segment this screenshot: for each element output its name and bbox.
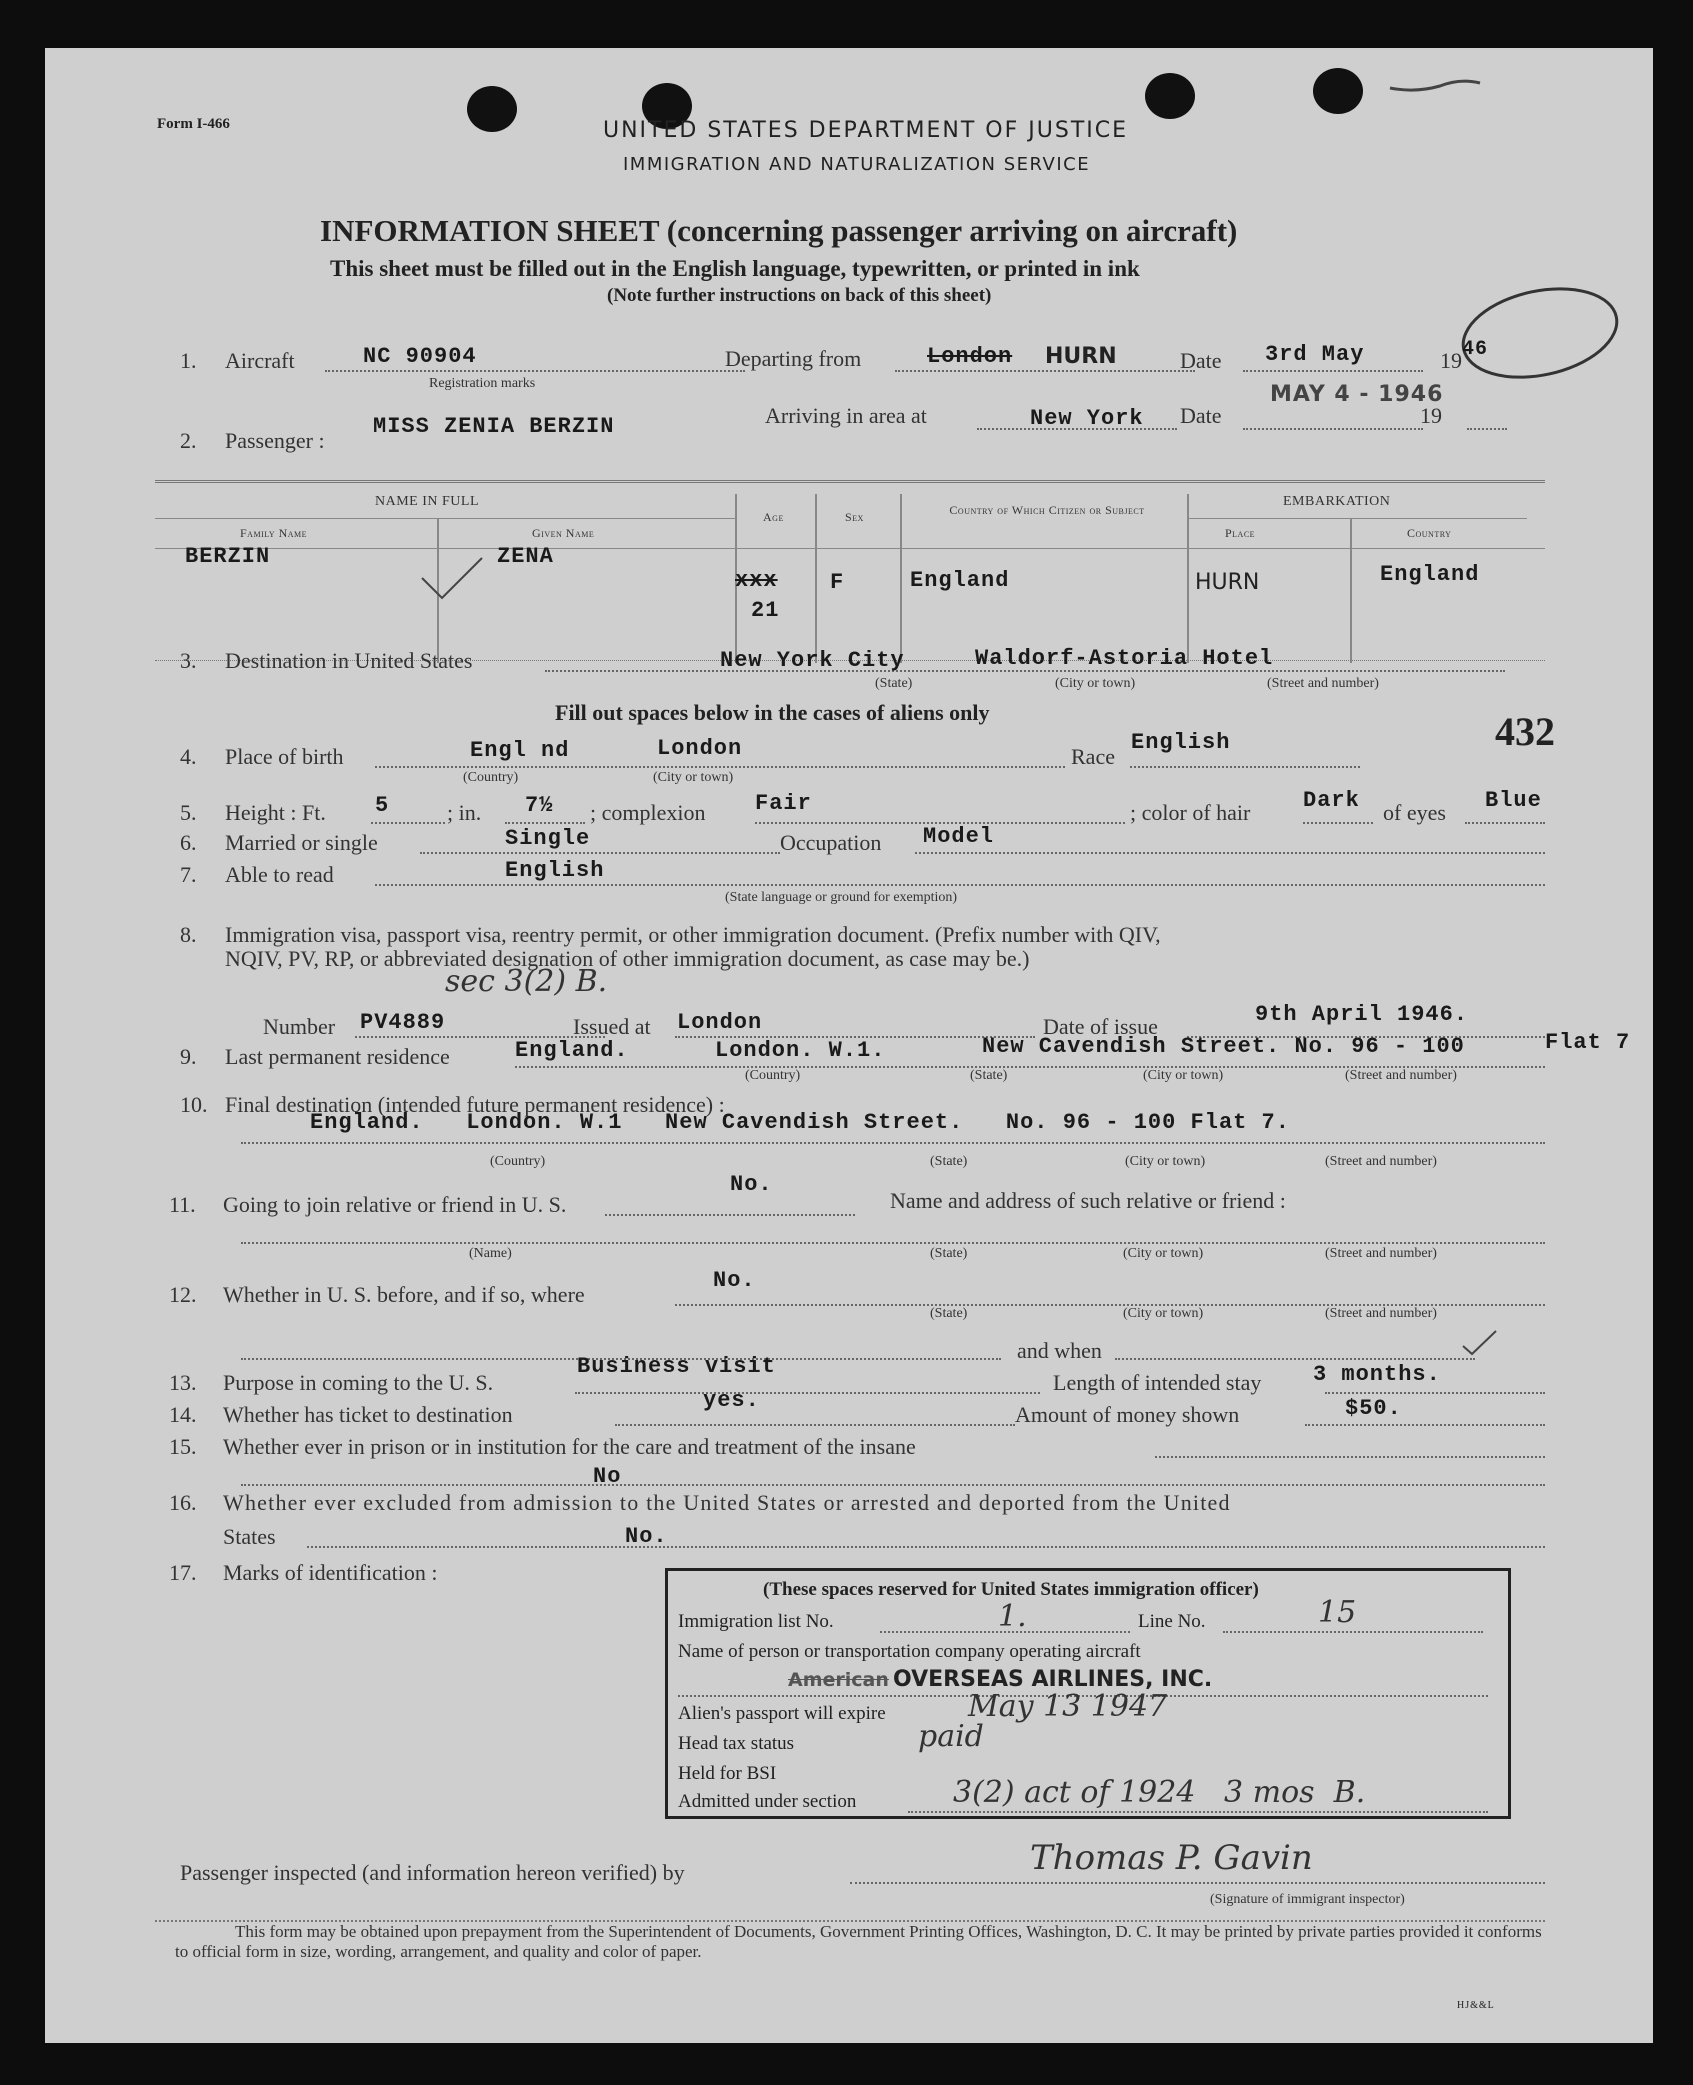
- subtitle: This sheet must be filled out in the English language, typewritten, or printed in ink: [330, 256, 1140, 281]
- cell-given-name: ZENA: [497, 544, 554, 569]
- line-value: 15: [1318, 1595, 1357, 1630]
- q11-number: 11.: [169, 1192, 196, 1217]
- departure-date: 3rd May: [1265, 342, 1365, 367]
- read-value: English: [505, 858, 605, 883]
- q4-number: 4.: [180, 744, 197, 769]
- visa-number-label: Number: [263, 1014, 336, 1039]
- destination-label: Destination in United States: [225, 648, 473, 673]
- th-country: Country: [1407, 526, 1452, 540]
- sub-city: (City or town): [653, 770, 734, 785]
- eyes-label: of eyes: [1383, 800, 1446, 825]
- height-in-label: ; in.: [447, 800, 482, 825]
- us-before-value: No.: [713, 1268, 756, 1293]
- sub-street: (Street and number): [1325, 1246, 1437, 1261]
- q6-number: 6.: [180, 830, 197, 855]
- read-label: Able to read: [225, 862, 334, 887]
- sub-state: (State): [930, 1154, 968, 1169]
- hair-label: ; color of hair: [1130, 800, 1251, 825]
- page-number: 432: [1495, 709, 1555, 754]
- departure-year: 46: [1462, 338, 1489, 361]
- complexion-label: ; complexion: [590, 800, 706, 825]
- line-label: Line No.: [1138, 1611, 1206, 1632]
- form-sheet: [45, 48, 1653, 2043]
- race-value: English: [1131, 730, 1231, 755]
- marks-label: Marks of identification :: [223, 1560, 438, 1585]
- read-sub: (State language or ground for exemption): [725, 890, 958, 905]
- cell-place: HURN: [1195, 570, 1260, 595]
- sub-state: (State): [930, 1306, 968, 1321]
- married-label: Married or single: [225, 830, 378, 855]
- race-label: Race: [1071, 744, 1115, 769]
- purpose-value: Business visit: [577, 1354, 776, 1379]
- q8-text1: Immigration visa, passport visa, reentry permit, or other immigration document. (Prefix number with QIV,: [225, 922, 1161, 947]
- stay-label: Length of intended stay: [1053, 1370, 1262, 1395]
- final-destination-label: Final destination (intended future permanent residence) :: [225, 1092, 725, 1117]
- married-value: Single: [505, 826, 591, 851]
- inspector-signature: Thomas P. Gavin: [1030, 1838, 1313, 1878]
- q5-number: 5.: [180, 800, 197, 825]
- cell-citizen: England: [910, 568, 1010, 593]
- residence-label: Last permanent residence: [225, 1044, 450, 1069]
- admitted-label: Admitted under section: [678, 1791, 857, 1812]
- excluded-label: Whether ever excluded from admission to the United States or arrested and deported from the United: [223, 1490, 1231, 1515]
- money-value: $50.: [1345, 1396, 1402, 1421]
- sub-street: (Street and number): [1345, 1068, 1457, 1083]
- passenger-value: MISS ZENIA BERZIN: [373, 414, 615, 439]
- join-relative-label: Going to join relative or friend in U. S.: [223, 1192, 567, 1217]
- sub-city: (City or town): [1055, 676, 1136, 691]
- cell-family-name: BERZIN: [185, 544, 271, 569]
- height-label: Height : Ft.: [225, 800, 326, 825]
- destination-city: Waldorf-Astoria Hotel: [975, 646, 1274, 671]
- sub-state: (State): [930, 1246, 968, 1261]
- operator-struck: American: [788, 1669, 889, 1691]
- birthplace-label: Place of birth: [225, 744, 344, 769]
- residence-street-overflow: Flat 7: [1545, 1030, 1631, 1055]
- departing-value: HURN: [1045, 344, 1117, 369]
- headtax-label: Head tax status: [678, 1733, 795, 1754]
- date-issue-label: Date of issue: [1043, 1014, 1158, 1039]
- occupation-value: Model: [923, 824, 995, 849]
- destination-state: New York City: [720, 648, 905, 673]
- officer-heading: (These spaces reserved for United States immigration officer): [763, 1579, 1259, 1600]
- page-title: INFORMATION SHEET (concerning passenger arriving on aircraft): [320, 213, 1238, 248]
- prison-label: Whether ever in prison or in institution for the care and treatment of the insane: [223, 1434, 916, 1459]
- when-label: and when: [1017, 1338, 1102, 1363]
- relative-name-label: Name and address of such relative or friend :: [890, 1188, 1286, 1213]
- punch-hole: [1313, 68, 1363, 114]
- q16-number: 16.: [169, 1490, 197, 1515]
- complexion-value: Fair: [755, 791, 812, 816]
- th-age: Age: [763, 510, 784, 524]
- year-prefix: 19: [1440, 348, 1462, 373]
- hair-value: Dark: [1303, 788, 1360, 813]
- operator-value: OVERSEAS AIRLINES, INC.: [893, 1667, 1213, 1692]
- sub-street: (Street and number): [1267, 676, 1379, 691]
- aircraft-sub: Registration marks: [429, 376, 536, 391]
- check-mark: [1460, 1328, 1500, 1358]
- visa-handwritten-note: sec 3(2) B.: [445, 964, 608, 999]
- departing-struck: London: [927, 344, 1013, 369]
- signature-sub: (Signature of immigrant inspector): [1210, 1892, 1405, 1907]
- us-before-label: Whether in U. S. before, and if so, where: [223, 1282, 585, 1307]
- q2-number: 2.: [180, 428, 197, 453]
- list-value: 1.: [998, 1599, 1027, 1634]
- q8-number: 8.: [180, 922, 197, 947]
- sub-state: (State): [970, 1068, 1008, 1083]
- bsi-label: Held for BSI: [678, 1763, 777, 1784]
- q3-number: 3.: [180, 648, 197, 673]
- q9-number: 9.: [180, 1044, 197, 1069]
- arrival-date-stamp: MAY 4 - 1946: [1270, 382, 1444, 407]
- q15-number: 15.: [169, 1434, 197, 1459]
- issued-value: London: [677, 1010, 763, 1035]
- th-name-in-full: NAME IN FULL: [375, 494, 479, 509]
- th-citizen: Country of Which Citizen or Subject: [949, 503, 1145, 517]
- note: (Note further instructions on back of this sheet): [607, 285, 992, 306]
- th-given-name: Given Name: [532, 526, 595, 540]
- punch-hole: [1145, 73, 1195, 119]
- th-family-name: Family Name: [240, 526, 308, 540]
- excluded-value: No.: [625, 1524, 668, 1549]
- officer-box: [665, 1568, 1511, 1819]
- arrival-date-label: Date: [1180, 403, 1222, 428]
- aircraft-label: Aircraft: [225, 348, 295, 373]
- operator-label: Name of person or transportation company operating aircraft: [678, 1641, 1141, 1662]
- sub-city: (City or town): [1125, 1154, 1206, 1169]
- ticket-label: Whether has ticket to destination: [223, 1402, 513, 1427]
- passport-label: Alien's passport will expire: [678, 1703, 886, 1724]
- arriving-label: Arriving in area at: [765, 403, 927, 428]
- arrival-year-prefix: 19: [1420, 403, 1442, 428]
- residence-street: New Cavendish Street. No. 96 - 100: [982, 1034, 1465, 1059]
- inspected-label: Passenger inspected (and information hereon verified) by: [180, 1860, 685, 1885]
- final-destination-value: England. London. W.1 New Cavendish Street. No. 96 - 100 Flat 7.: [310, 1110, 1290, 1135]
- admitted-value: 3(2) act of 1924 3 mos B.: [953, 1775, 1366, 1810]
- q10-number: 10.: [180, 1092, 208, 1117]
- th-sex: Sex: [845, 510, 864, 524]
- printer-mark: HJ&&L: [1457, 2000, 1495, 2011]
- cell-country: England: [1380, 562, 1480, 587]
- cell-age: 21: [751, 598, 780, 623]
- footer-note: This form may be obtained upon prepayment from the Superintendent of Documents, Government Printing Offices, Washington, D. C. It may be printed by private parties provided it conforms to official form in size, wording, arrangement, and quality and color of paper.: [175, 1922, 1542, 1961]
- sub-city: (City or town): [1143, 1068, 1224, 1083]
- height-in: 7½: [525, 793, 554, 818]
- ticket-value: yes.: [703, 1388, 760, 1413]
- circle-mark: [1455, 278, 1625, 388]
- q1-number: 1.: [180, 348, 197, 373]
- residence-country: England.: [515, 1038, 629, 1063]
- punch-hole: [467, 86, 517, 132]
- sub-name: (Name): [469, 1246, 512, 1261]
- date-issue-value: 9th April 1946.: [1255, 1002, 1469, 1027]
- departing-label: Departing from: [725, 346, 862, 371]
- excluded-label2: States: [223, 1524, 276, 1549]
- eyes-value: Blue: [1485, 788, 1542, 813]
- cell-sex: F: [830, 570, 845, 595]
- prison-value: No: [593, 1464, 622, 1489]
- q12-number: 12.: [169, 1282, 197, 1307]
- join-relative-value: No.: [730, 1172, 773, 1197]
- q14-number: 14.: [169, 1402, 197, 1427]
- aliens-heading: Fill out spaces below in the cases of aliens only: [555, 700, 990, 725]
- aircraft-value: NC 90904: [363, 344, 477, 369]
- th-embarkation: EMBARKATION: [1283, 494, 1391, 509]
- birth-city: London: [657, 736, 743, 761]
- sub-city: (City or town): [1123, 1306, 1204, 1321]
- height-ft: 5: [375, 793, 390, 818]
- cell-age-struck: xxx: [735, 568, 778, 593]
- sub-street: (Street and number): [1325, 1154, 1437, 1169]
- headtax-value: paid: [918, 1719, 984, 1754]
- sub-city: (City or town): [1123, 1246, 1204, 1261]
- form-id: Form I-466: [157, 116, 230, 132]
- agency-line1: UNITED STATES DEPARTMENT OF JUSTICE: [603, 118, 1129, 143]
- th-place: Place: [1225, 526, 1256, 540]
- list-label: Immigration list No.: [678, 1611, 834, 1632]
- sub-state: (State): [875, 676, 913, 691]
- residence-state: London. W.1.: [715, 1038, 886, 1063]
- passenger-label: Passenger :: [225, 428, 325, 453]
- sub-country: (Country): [745, 1068, 801, 1083]
- visa-number: PV4889: [360, 1010, 446, 1035]
- purpose-label: Purpose in coming to the U. S.: [223, 1370, 494, 1395]
- issued-label: Issued at: [573, 1014, 651, 1039]
- q17-number: 17.: [169, 1560, 197, 1585]
- stay-value: 3 months.: [1313, 1362, 1441, 1387]
- q8-text2: NQIV, PV, RP, or abbreviated designation of other immigration document, as case may be.): [225, 946, 1030, 971]
- occupation-label: Occupation: [780, 830, 882, 855]
- passport-value: May 13 1947: [968, 1689, 1168, 1724]
- pen-mark: [1385, 68, 1485, 98]
- q7-number: 7.: [180, 862, 197, 887]
- agency-line2: IMMIGRATION AND NATURALIZATION SERVICE: [623, 154, 1091, 175]
- sub-street: (Street and number): [1325, 1306, 1437, 1321]
- sub-country: (Country): [490, 1154, 546, 1169]
- check-mark: [417, 553, 487, 603]
- date-label: Date: [1180, 348, 1222, 373]
- q13-number: 13.: [169, 1370, 197, 1395]
- money-label: Amount of money shown: [1015, 1402, 1240, 1427]
- arriving-value: New York: [1030, 406, 1144, 431]
- sub-country: (Country): [463, 770, 519, 785]
- birth-country: Engl nd: [470, 738, 570, 763]
